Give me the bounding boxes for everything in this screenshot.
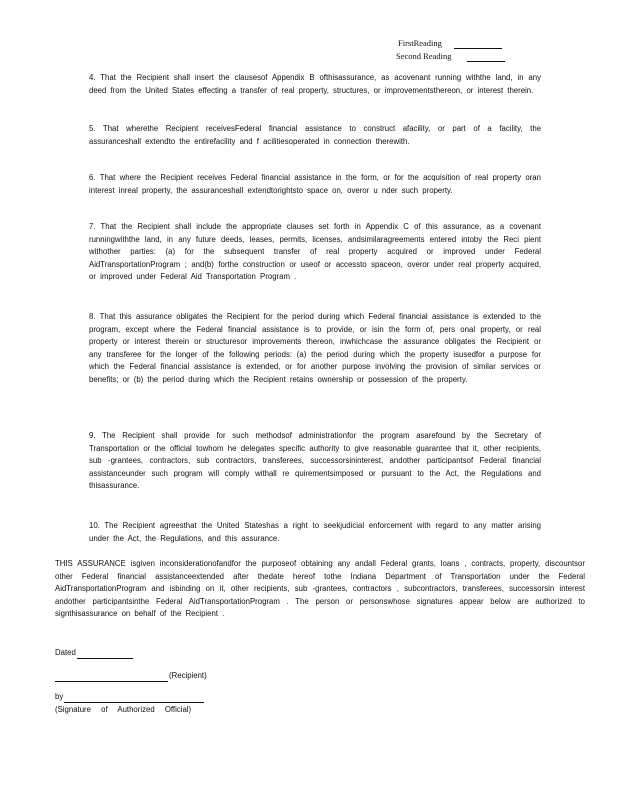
by-field — [55, 691, 204, 703]
dated-line — [77, 649, 133, 659]
second-reading-label: Second Reading — [396, 51, 452, 61]
paragraph-5: 5. That wherethe Recipient receivesFederal financial assistance to construct afacility, or part of a facility, the assuranceshall extendto the entirefacility and f acilitiesoperated in connection therewith. — [89, 124, 541, 146]
by-label: by — [55, 692, 64, 701]
recipient-label: (Recipient) — [169, 671, 207, 680]
signature-caption: (Signature of Authorized Official) — [55, 705, 192, 714]
second-reading-line — [467, 52, 505, 62]
dated-label: Dated — [55, 648, 76, 657]
paragraph-4: 4. That the Recipient shall insert the clausesof Appendix B ofthisassurance, as acovenant running withthe land, in any deed from the United States effecting a transfer of real property, structures, or improvementsthereon, or interest therein. — [89, 73, 541, 95]
paragraph-6: 6. That where the Recipient receives Federal financial assistance in the form, or for the acquisition of real property oran interest inreal property, the assuranceshall extendtorightsto space on, overor u nder such property. — [89, 173, 541, 195]
recipient-line — [55, 672, 168, 682]
paragraph-7: 7. That the Recipient shall include the appropriate clauses set forth in Appendix C of this assurance, as a covenant runningwiththe land, in any future deeds, leases, permits, licenses, andsimilaragreements entered intoby the Reci pient withother parties: (a) for the subsequent transfer of real property acquired or improved under Federal AidTransportationProgram ; and(b) forthe construction or useof or accessto spaceon, overor under real property acquired, or improved under Federal Aid Transportation Program . — [89, 222, 541, 282]
recipient-field — [55, 670, 207, 682]
second-reading — [396, 50, 505, 62]
first-reading-line — [454, 39, 502, 49]
first-reading — [398, 37, 502, 49]
assurance-paragraph: THIS ASSURANCE isgiven inconsiderationofandfor the purposeof obtaining any andall Federal grants, loans , contracts, property, discountsor other Federal financial assistanceextended after thedate hereof tothe Indiana Department of Transportation under the Federal AidTransportationProgram and isbinding on it, other recipients, sub -grantees, contractors , subcontractors, transferees, successorsin interest andother participantsinthe Federal AidTransportationProgram . The person or personswhose signatures appear below are authorized to signthisassurance on behalf of the Recipient . — [55, 559, 585, 619]
paragraph-8: 8. That this assurance obligates the Recipient for the period during which Federal financial assistance is extended to the program, except where the Federal financial assistance is to provide, or isin the form of, pers onal property, or real property or interest therein or structuresor improvements thereon, inwhichcase the assurance obligates the Recipient or any transferee for the longer of the following periods: (a) the period during which the property isusedfor a purpose for which the Federal financial assistance is extended, or for another purpose involving the provision of similar services or benefits; or (b) the period during which the Recipient retains ownership or possession of the property. — [89, 312, 541, 384]
by-line — [64, 693, 204, 703]
paragraph-9: 9. The Recipient shall provide for such methodsof administrationfor the program asarefound by the Secretary of Transportation or the official towhom he delegates specific authority to give reasonable guarantee that it, other recipients, sub -grantees, contractors, sub contractors, transferees, successorsininterest, andother participantsof Federal financial assistanceunder such program will comply withall re quirementsimposed or pursuant to the Act, the Regulations and thisassurance. — [89, 431, 541, 491]
paragraph-10: 10. The Recipient agreesthat the United Stateshas a right to seekjudicial enforcement with regard to any matter arising under the Act, the Regulations, and this assurance. — [89, 521, 541, 543]
dated-field — [55, 647, 133, 659]
first-reading-label: FirstReading — [398, 38, 442, 48]
